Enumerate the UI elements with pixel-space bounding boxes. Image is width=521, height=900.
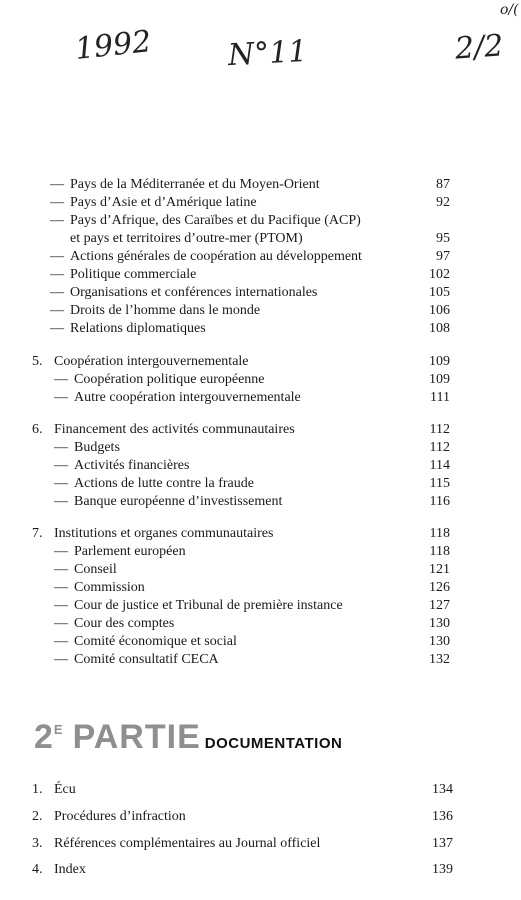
toc-item-page: 137: [432, 836, 453, 851]
toc-item: — Conseil: [54, 562, 117, 577]
toc-item-page: 136: [432, 809, 453, 824]
toc-item-label: Autre coopération intergouvernementale: [74, 390, 301, 405]
toc-item-label: Comité consultatif CECA: [74, 652, 219, 667]
toc-item-label: Pays d’Afrique, des Caraïbes et du Pacifique (ACP): [70, 213, 361, 228]
toc-item: — Banque européenne d’investissement: [54, 494, 283, 509]
toc-item: — Pays de la Méditerranée et du Moyen-Orient: [50, 177, 320, 192]
toc-item: — Commission: [54, 580, 145, 595]
toc-item-page: 127: [429, 598, 450, 613]
handwritten-fraction: 2/2: [453, 28, 505, 67]
toc-item: — Comité économique et social: [54, 634, 237, 649]
toc-item-page: 106: [429, 303, 450, 318]
toc-section-heading: [32, 353, 249, 371]
part-two-heading: [34, 718, 343, 756]
part-word: PARTIE: [72, 718, 201, 756]
toc-item-page: 95: [436, 231, 450, 246]
section-number: 7.: [32, 526, 43, 541]
toc-item: — Droits de l’homme dans le monde: [50, 303, 261, 318]
toc-item-label: Relations diplomatiques: [70, 321, 206, 336]
toc-item-page: 115: [429, 476, 450, 491]
toc-item-label: Commission: [74, 580, 145, 595]
toc-item: [32, 835, 320, 853]
toc-item-label: Organisations et conférences internationales: [70, 285, 318, 300]
toc-item: — Actions de lutte contre la fraude: [54, 476, 254, 491]
toc-item-label: Actions de lutte contre la fraude: [74, 476, 254, 491]
section-title: Financement des activités communautaires: [54, 422, 295, 437]
toc-item: — Relations diplomatiques: [50, 321, 206, 336]
toc-item: — Organisations et conférences internationales: [50, 285, 318, 300]
toc-item: — Coopération politique européenne: [54, 372, 265, 387]
toc-item-label: Comité économique et social: [74, 634, 237, 649]
toc-item-page: 118: [429, 526, 450, 541]
toc-item: [32, 808, 186, 826]
item-number: 3.: [32, 836, 43, 851]
section-title: Coopération intergouvernementale: [54, 354, 249, 369]
handwritten-issue-number: N°11: [227, 33, 309, 74]
toc-item-label: Pays de la Méditerranée et du Moyen-Orient: [70, 177, 320, 192]
toc-item: — Comité consultatif CECA: [54, 652, 219, 667]
toc-section-heading: [32, 525, 273, 543]
toc-item-label: et pays et territoires d’outre-mer (PTOM): [70, 231, 303, 246]
toc-item-page: 132: [429, 652, 450, 667]
toc-item-page: 92: [436, 195, 450, 210]
toc-item: — Autre coopération intergouvernementale: [54, 390, 301, 405]
toc-item-label: Activités financières: [74, 458, 190, 473]
toc-item-page: 108: [429, 321, 450, 336]
toc-item-page: 105: [429, 285, 450, 300]
toc-item-page: 121: [429, 562, 450, 577]
toc-item: — Cour des comptes: [54, 616, 175, 631]
toc-item: — Actions générales de coopération au développement: [50, 249, 362, 264]
toc-item: — Parlement européen: [54, 544, 186, 559]
toc-item-page: 109: [429, 354, 450, 369]
toc-item-continuation: [50, 230, 303, 248]
item-number: 2.: [32, 809, 43, 824]
toc-item-label: Droits de l’homme dans le monde: [70, 303, 261, 318]
toc-item: — Pays d’Asie et d’Amérique latine: [50, 195, 257, 210]
toc-item: — Budgets: [54, 440, 120, 455]
toc-item-label: Cour de justice et Tribunal de première instance: [74, 598, 343, 613]
toc-item-page: 109: [429, 372, 450, 387]
toc-item-page: 112: [429, 440, 450, 455]
toc-item-page: 114: [429, 458, 450, 473]
toc-item: — Pays d’Afrique, des Caraïbes et du Pacifique (ACP): [50, 213, 361, 228]
item-number: 4.: [32, 862, 43, 877]
toc-item-page: 111: [430, 390, 450, 405]
section-title: Institutions et organes communautaires: [54, 526, 274, 541]
toc-item-label: Écu: [54, 782, 76, 797]
toc-item-label: Politique commerciale: [70, 267, 197, 282]
toc-item: [32, 781, 76, 799]
part-number: 2: [34, 718, 54, 756]
toc-item-page: 130: [429, 634, 450, 649]
toc-item-page: 134: [432, 782, 453, 797]
handwritten-corner-mark: o/(: [500, 2, 519, 18]
toc-item-label: Conseil: [74, 562, 117, 577]
handwritten-year: 1992: [73, 24, 153, 67]
toc-item-page: 130: [429, 616, 450, 631]
toc-item-label: Procédures d’infraction: [54, 809, 186, 824]
toc-item-page: 102: [429, 267, 450, 282]
part-subtitle: DOCUMENTATION: [204, 735, 343, 752]
toc-item-label: Références complémentaires au Journal officiel: [54, 836, 321, 851]
toc-item-label: Banque européenne d’investissement: [74, 494, 283, 509]
item-number: 1.: [32, 782, 43, 797]
toc-item-page: 126: [429, 580, 450, 595]
toc-item-label: Actions générales de coopération au développement: [70, 249, 362, 264]
toc-item-label: Cour des comptes: [74, 616, 175, 631]
toc-item: [32, 861, 86, 879]
toc-item: — Politique commerciale: [50, 267, 197, 282]
toc-item-label: Parlement européen: [74, 544, 186, 559]
toc-item-label: Pays d’Asie et d’Amérique latine: [70, 195, 257, 210]
toc-section-heading: [32, 421, 295, 439]
toc-item-label: Coopération politique européenne: [74, 372, 265, 387]
toc-item-page: 116: [429, 494, 450, 509]
toc-item-page: 139: [432, 862, 453, 877]
part-number-superscript: E: [53, 722, 63, 737]
toc-item-page: 118: [429, 544, 450, 559]
toc-item: — Cour de justice et Tribunal de première instance: [54, 598, 343, 613]
toc-item-page: 97: [436, 249, 450, 264]
toc-item-page: 87: [436, 177, 450, 192]
toc-item: — Activités financières: [54, 458, 190, 473]
toc-item-page: 112: [429, 422, 450, 437]
section-number: 6.: [32, 422, 43, 437]
section-number: 5.: [32, 354, 43, 369]
toc-item-label: Index: [54, 862, 86, 877]
toc-item-label: Budgets: [74, 440, 120, 455]
